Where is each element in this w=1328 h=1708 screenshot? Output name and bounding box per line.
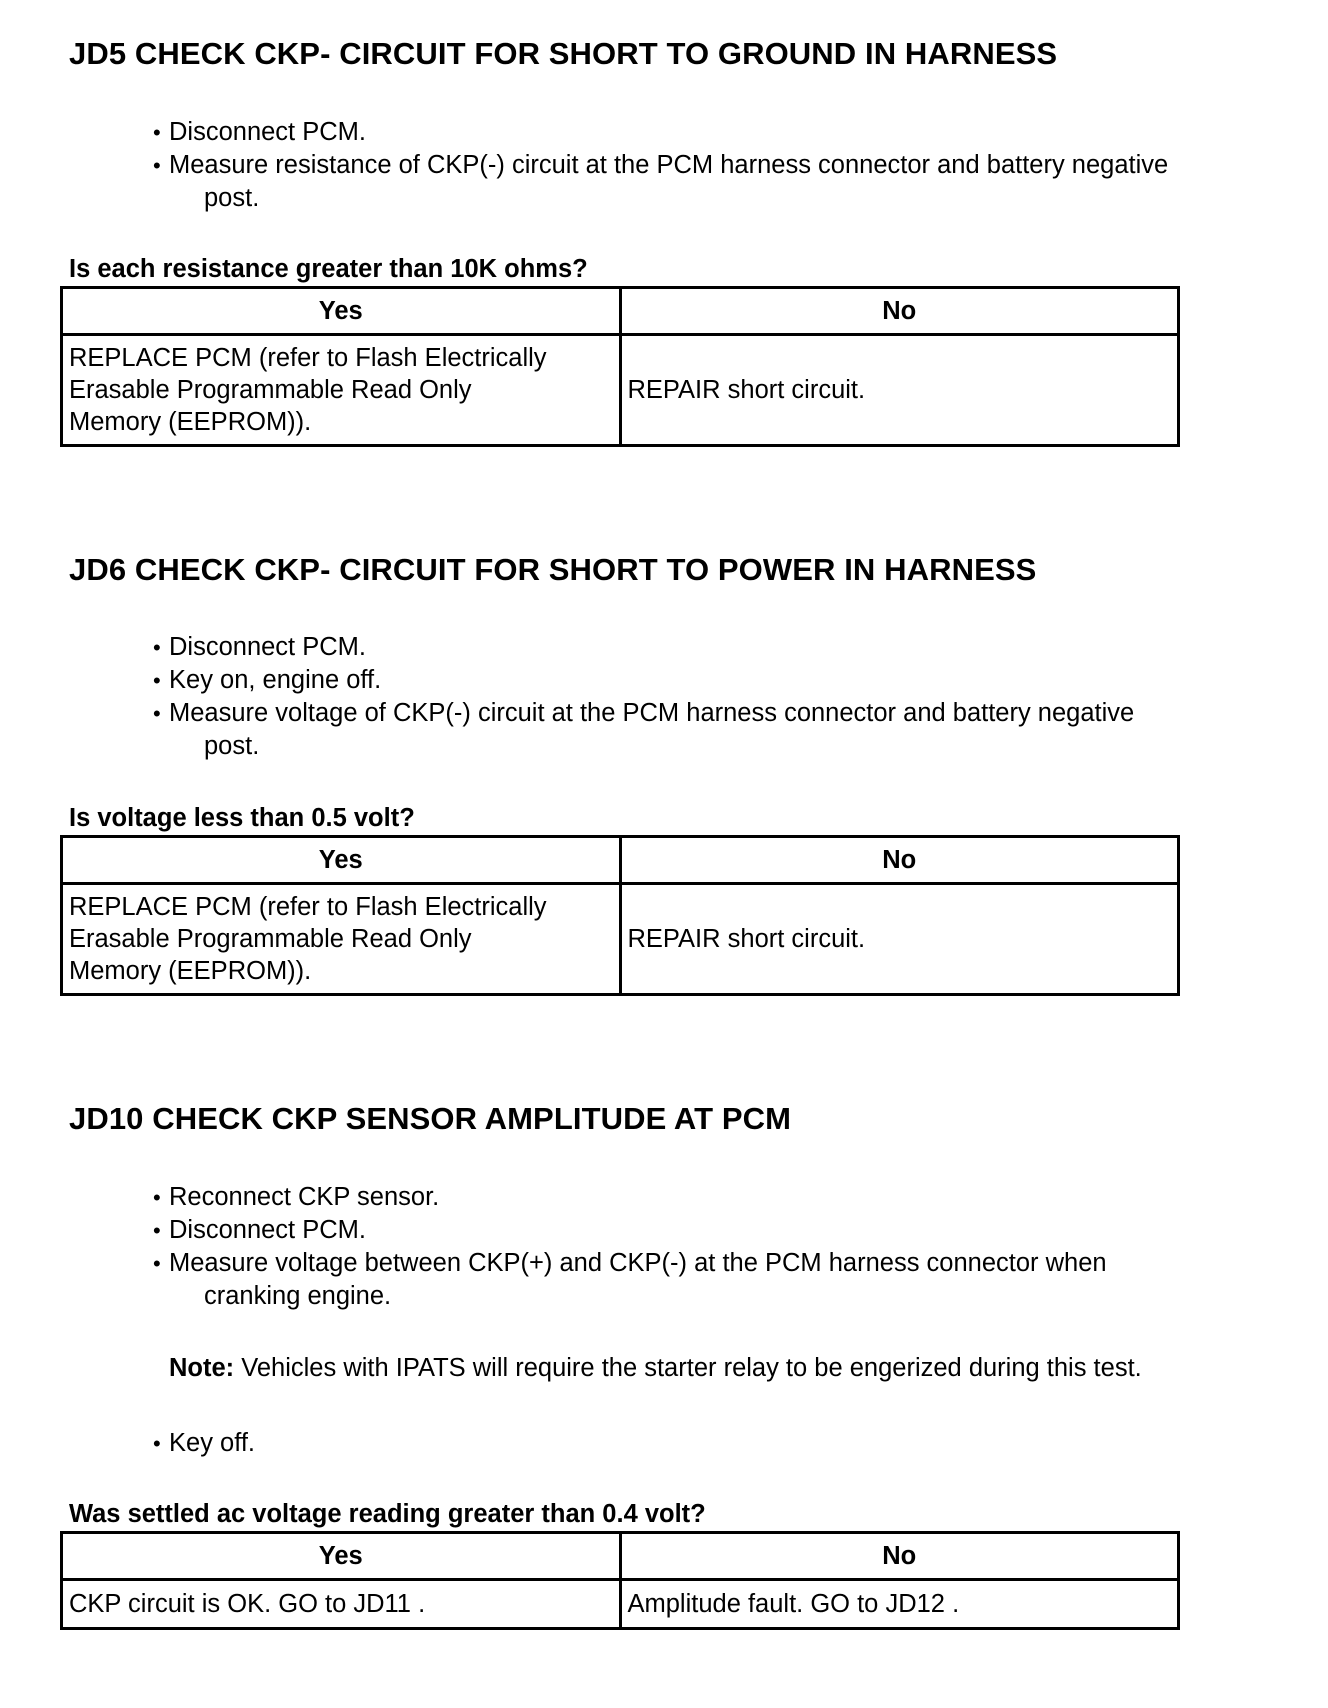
step-list-jd10 — [150, 1181, 1280, 1313]
no-cell: REPAIR short circuit. — [620, 884, 1179, 995]
result-table-jd5 — [60, 286, 1180, 447]
step-item: • Key on, engine off. — [150, 664, 1280, 697]
bullet-icon: • — [153, 120, 161, 145]
section-heading-jd6: JD6 CHECK CKP- CIRCUIT FOR SHORT TO POWER IN HARNESS — [69, 552, 1037, 587]
result-table-jd10 — [60, 1531, 1180, 1630]
question-jd5: Is each resistance greater than 10K ohms? — [69, 255, 588, 283]
yes-cell: REPLACE PCM (refer to Flash Electrically Erasable Programmable Read Only Memory (EEPROM)). — [62, 884, 621, 995]
no-cell: REPAIR short circuit. — [620, 335, 1179, 446]
result-table-jd6 — [60, 835, 1180, 996]
bullet-icon: • — [153, 1218, 161, 1243]
yes-cell: REPLACE PCM (refer to Flash Electrically Erasable Programmable Read Only Memory (EEPROM)). — [62, 335, 621, 446]
step-continuation: post. — [204, 732, 260, 760]
question-jd6: Is voltage less than 0.5 volt? — [69, 804, 415, 832]
bullet-icon: • — [153, 701, 161, 726]
step-item: • Disconnect PCM. — [150, 1214, 1280, 1247]
bullet-icon: • — [153, 1251, 161, 1276]
yes-header: Yes — [62, 1533, 621, 1580]
section-heading-jd5: JD5 CHECK CKP- CIRCUIT FOR SHORT TO GROUND IN HARNESS — [69, 36, 1058, 71]
step-item: • Reconnect CKP sensor. — [150, 1181, 1280, 1214]
step-continuation: post. — [204, 184, 260, 212]
bullet-icon: • — [153, 153, 161, 178]
no-cell: Amplitude fault. GO to JD12 . — [620, 1580, 1179, 1629]
note — [169, 1354, 1142, 1383]
final-step-list-jd10 — [150, 1427, 1280, 1460]
step-item: • Measure voltage between CKP(+) and CKP(-) at the PCM harness connector when cranking engine. — [150, 1247, 1280, 1313]
step-item: • Disconnect PCM. — [150, 116, 1280, 149]
step-continuation: cranking engine. — [204, 1282, 392, 1310]
no-header: No — [620, 288, 1179, 335]
step-item: • Disconnect PCM. — [150, 631, 1280, 664]
bullet-icon: • — [153, 1431, 161, 1456]
step-list-jd5 — [150, 116, 1280, 215]
bullet-icon: • — [153, 635, 161, 660]
question-jd10: Was settled ac voltage reading greater than 0.4 volt? — [69, 1500, 706, 1528]
bullet-icon: • — [153, 1185, 161, 1210]
step-item: • Measure voltage of CKP(-) circuit at the PCM harness connector and battery negative post. — [150, 697, 1280, 763]
step-list-jd6 — [150, 631, 1280, 763]
yes-header: Yes — [62, 288, 621, 335]
no-header: No — [620, 837, 1179, 884]
step-item: • Measure resistance of CKP(-) circuit at the PCM harness connector and battery negative post. — [150, 149, 1280, 215]
yes-cell: CKP circuit is OK. GO to JD11 . — [62, 1580, 621, 1629]
yes-header: Yes — [62, 837, 621, 884]
no-header: No — [620, 1533, 1179, 1580]
bullet-icon: • — [153, 668, 161, 693]
step-item: • Key off. — [150, 1427, 1280, 1460]
note-text: Vehicles with IPATS will require the starter relay to be engerized during this test. — [234, 1354, 1142, 1382]
note-label: Note: — [169, 1354, 235, 1382]
section-heading-jd10: JD10 CHECK CKP SENSOR AMPLITUDE AT PCM — [69, 1101, 792, 1136]
